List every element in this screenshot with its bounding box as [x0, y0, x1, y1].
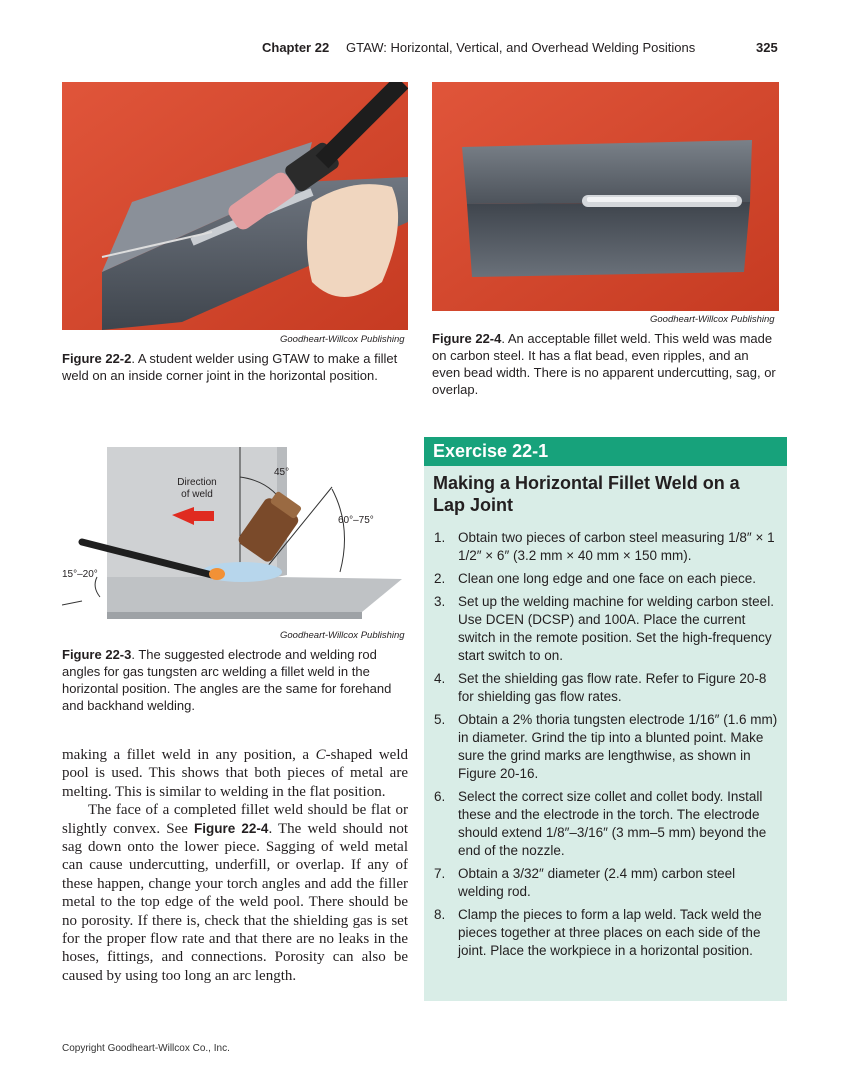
paragraph-1-part-b: -shaped weld pool is used. This shows that both pieces of metal are melting. This is similar to welding in the flat position.: [62, 747, 408, 800]
paragraph-1-italic: C: [315, 747, 326, 763]
running-header: [0, 40, 849, 58]
step-item: [434, 788, 779, 860]
angle-label-60-75: 60°–75°: [338, 515, 374, 526]
step-item: [434, 670, 779, 706]
chapter-label: Chapter 22: [262, 40, 330, 55]
step-text: Select the correct size collet and collet body. Install these and the electrode in the torch. The electrode should extend 1/8″–3/16″ (3 mm–5 mm) beyond the end of the nozzle.: [458, 789, 767, 858]
angle-label-45: 45°: [274, 467, 290, 478]
paragraph-2: [62, 801, 408, 985]
step-number: 5.: [434, 712, 446, 727]
figure-22-2-text: . A student welder using GTAW to make a fillet weld on an inside corner joint in the horizontal position.: [62, 351, 398, 383]
chapter-title: GTAW: Horizontal, Vertical, and Overhead Welding Positions: [346, 40, 696, 55]
figure-22-3-credit: Goodheart-Willcox Publishing: [280, 630, 405, 641]
figure-22-4-text: . An acceptable fillet weld. This weld was made on carbon steel. It has a flat bead, even ripples, and an even bead width. There is no apparent undercutting, sag, or overlap.: [432, 331, 776, 397]
step-number: 4.: [434, 671, 446, 686]
body-text: [62, 746, 408, 985]
figure-22-4-photo: [432, 82, 779, 311]
paragraph-1-part-a: making a fillet weld in any position, a: [62, 747, 316, 763]
step-number: 6.: [434, 789, 446, 804]
paragraph-2-part-a: The face of a completed fillet weld should be flat or slightly convex. See: [62, 802, 408, 837]
step-item: [434, 593, 779, 665]
step-number: 7.: [434, 866, 446, 881]
figure-22-2-credit: Goodheart-Willcox Publishing: [280, 334, 405, 345]
direction-label-2: of weld: [181, 489, 213, 500]
figure-22-3-text: . The suggested electrode and welding rod angles for gas tungsten arc welding a fillet weld in the horizontal position. The angles are the same for forehand and backhand welding.: [62, 647, 392, 713]
step-item: [434, 711, 779, 783]
step-text: Clean one long edge and one face on each piece.: [458, 571, 756, 586]
figure-22-4-label: Figure 22-4: [432, 331, 502, 346]
step-text: Obtain a 3/32″ diameter (2.4 mm) carbon steel welding rod.: [458, 866, 736, 899]
step-text: Set up the welding machine for welding carbon steel. Use DCEN (DCSP) and 100A. Place the current switch in the remote position. Set the high-frequency start switch to on.: [458, 594, 774, 663]
copyright-footer: Copyright Goodheart-Willcox Co., Inc.: [62, 1043, 230, 1054]
step-number: 1.: [434, 530, 446, 545]
step-text: Obtain two pieces of carbon steel measuring 1/8″ × 1 1/2″ × 6″ (3.2 mm × 40 mm × 150 mm).: [458, 530, 775, 563]
exercise-steps: [434, 529, 779, 965]
figure-22-4-caption: [432, 330, 777, 398]
paragraph-1: [62, 746, 408, 801]
direction-label-1: Direction: [177, 477, 217, 488]
step-number: 8.: [434, 907, 446, 922]
page-number: 325: [756, 40, 778, 55]
step-number: 3.: [434, 594, 446, 609]
figure-22-3-caption: [62, 646, 402, 714]
step-item: [434, 529, 779, 565]
step-item: [434, 906, 779, 960]
figure-22-4-reference: Figure 22-4: [194, 820, 269, 836]
step-text: Clamp the pieces to form a lap weld. Tack weld the pieces together at three places on each side of the joint. Place the workpiece in a horizontal position.: [458, 907, 762, 958]
figure-22-3-label: Figure 22-3: [62, 647, 132, 662]
step-item: [434, 570, 779, 588]
figure-22-2-caption: [62, 350, 402, 384]
figure-22-4-credit: Goodheart-Willcox Publishing: [650, 314, 775, 325]
exercise-box: [424, 437, 787, 1001]
paragraph-2-part-b: . The weld should not sag down onto the lower piece. Sagging of weld metal can cause undercutting, underfill, or overlap. If any of these happen, change your torch angles and add the filler metal to the top edge of the weld pool. There should be no porosity. If there is, check that the shielding gas is set for the proper flow rate and that there are no leaks in the hoses, fittings, and connections. Porosity can also be caused by using too long an arc length.: [62, 820, 408, 984]
angle-label-15-20: 15°–20°: [62, 569, 98, 580]
figure-22-2-photo: [62, 82, 408, 330]
figure-22-2-label: Figure 22-2: [62, 351, 132, 366]
step-item: [434, 865, 779, 901]
step-text: Set the shielding gas flow rate. Refer to Figure 20-8 for shielding gas flow rates.: [458, 671, 767, 704]
step-text: Obtain a 2% thoria tungsten electrode 1/16″ (1.6 mm) in diameter. Grind the tip into a blunted point. Make sure the grind marks are lengthwise, as shown in Figure 20-16.: [458, 712, 778, 781]
step-number: 2.: [434, 571, 446, 586]
exercise-number: Exercise 22-1: [424, 437, 787, 466]
exercise-title: Making a Horizontal Fillet Weld on a Lap Joint: [433, 473, 740, 515]
figure-22-3-diagram: [62, 447, 408, 625]
